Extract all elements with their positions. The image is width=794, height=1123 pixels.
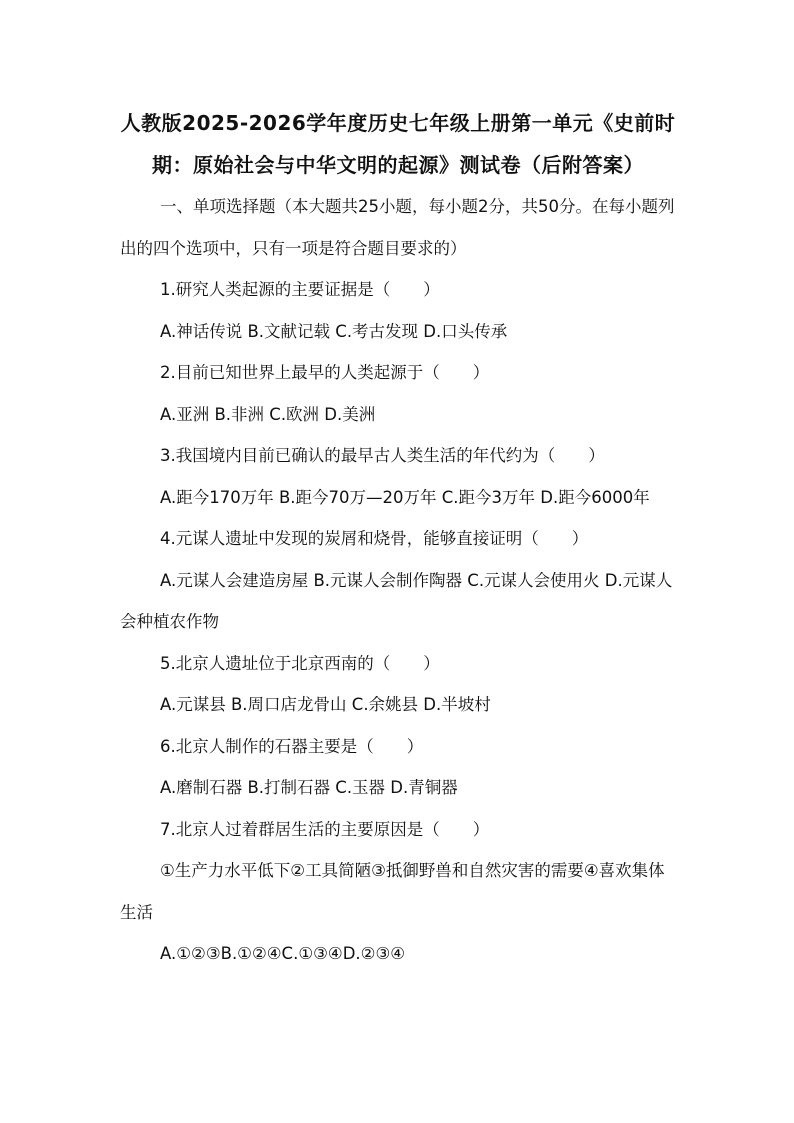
question-7-options: A.①②③B.①②④C.①③④D.②③④ (160, 944, 406, 963)
question-1-stem: 1.研究人类起源的主要证据是（ ） (160, 280, 440, 299)
document-body (120, 186, 680, 975)
question-5-options: A.元谋县 B.周口店龙骨山 C.余姚县 D.半坡村 (160, 695, 491, 714)
question-2-stem: 2.目前已知世界上最早的人类起源于（ ） (160, 363, 490, 382)
question-5-stem: 5.北京人遗址位于北京西南的（ ） (160, 653, 440, 673)
question-4-options: A.元谋人会建造房屋 B.元谋人会制作陶器 C.元谋人会使用火 D.元谋人会种植农作物 (120, 570, 673, 631)
question-6-options: A.磨制石器 B.打制石器 C.玉器 D.青铜器 (160, 778, 458, 797)
question-7-stem: 7.北京人过着群居生活的主要原因是（ ） (160, 819, 490, 839)
question-3-stem: 3.我国境内目前已确认的最早古人类生活的年代约为（ ） (160, 446, 605, 465)
question-4-stem: 4.元谋人遗址中发现的炭屑和烧骨，能够直接证明（ ） (160, 529, 589, 548)
section-heading: 一、单项选择题（本大题共25小题，每小题2分，共50分。在每小题列出的四个选项中，只有一项是符合题目要求的） (120, 197, 675, 258)
question-7-statements: ①生产力水平低下②工具简陋③抵御野兽和自然灾害的需要④喜欢集体生活 (120, 861, 665, 922)
question-3-options: A.距今170万年 B.距今70万—20万年 C.距今3万年 D.距今6000年 (160, 487, 650, 507)
document-title: 人教版2025-2026学年度历史七年级上册第一单元《史前时期：原始社会与中华文明的起源》测试卷（后附答案） (120, 111, 676, 177)
question-1-options: A.神话传说 B.文献记载 C.考古发现 D.口头传承 (160, 321, 508, 341)
question-6-stem: 6.北京人制作的石器主要是（ ） (160, 736, 424, 756)
question-2-options: A.亚洲 B.非洲 C.欧洲 D.美洲 (160, 404, 376, 424)
